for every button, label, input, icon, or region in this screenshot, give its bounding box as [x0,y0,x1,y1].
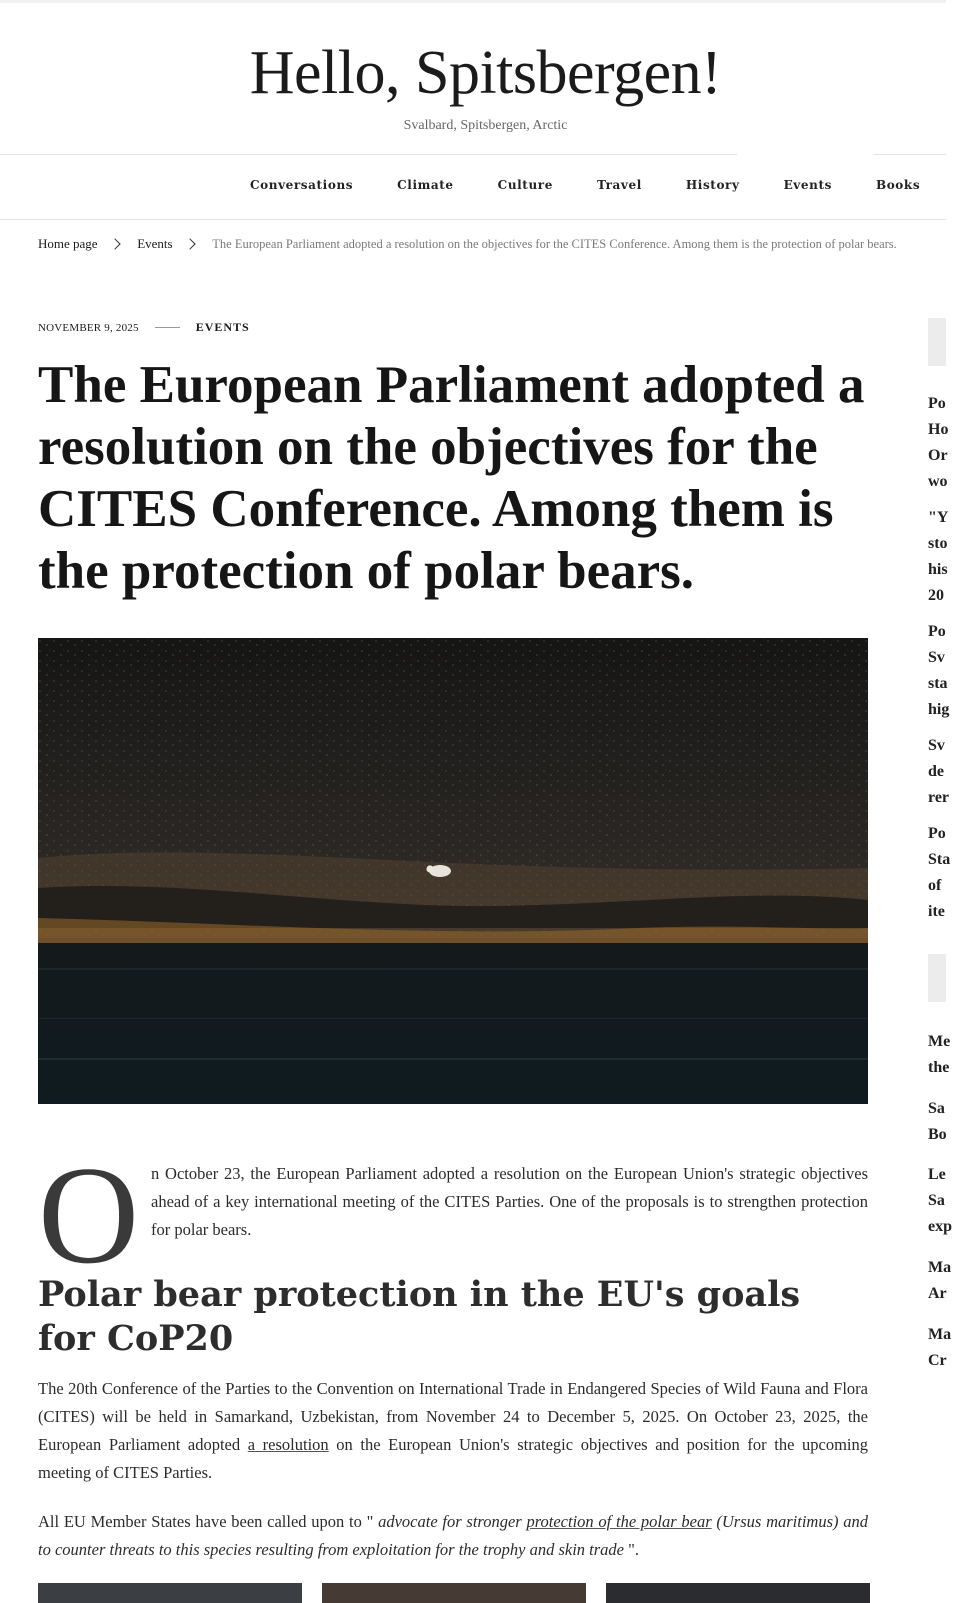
nav-active-gap [737,153,874,156]
hero-image [38,638,868,1104]
chevron-right-icon [185,238,196,249]
article-meta [38,320,250,335]
article-intro [38,1138,868,1293]
chevron-right-icon [110,238,121,249]
nav-item-climate[interactable]: Climate [397,178,454,192]
nav-item-books[interactable]: Books [875,178,921,192]
drop-cap: O [38,1138,140,1293]
site-title[interactable]: Hello, Spitsbergen! [249,39,722,107]
top-strip [0,0,946,3]
nav-item-events[interactable]: Events [783,178,832,192]
nav-item-travel[interactable]: Travel [596,178,642,192]
polar-bear-shore-photo [38,638,868,1104]
p1-text-before: The 20th Conference of the Parties to the Convention on International Trade in Endangered Species of Wild Fauna and Flora (CITES) will be held in Samarkand, Uzbekistan, from November 24 to December 5, 2025. On October 23, 2025, the European Parliament adopted [38,1379,868,1454]
sidebar-widget-header [928,318,946,366]
sidebar-link[interactable]: Sv de rer [928,737,950,806]
related-image[interactable] [322,1583,586,1603]
breadcrumb-current: The European Parliament adopted a resolution on the objectives for the CITES Conference. Among them is the protection of polar bears. [212,236,897,251]
breadcrumb-home[interactable]: Home page [38,236,98,251]
sidebar-link[interactable]: Sa Bo [928,1100,947,1143]
p2-text-before: All EU Member States have been called upon to " [38,1512,379,1531]
article-category[interactable]: EVENTS [195,320,250,334]
main-nav [250,178,964,192]
paragraph-member-states [38,1508,868,1564]
p2-quote-start: advocate for stronger [378,1512,527,1531]
related-image[interactable] [38,1583,302,1603]
site-subtitle: Svalbard, Spitsbergen, Arctic [403,118,568,133]
resolution-link[interactable]: a resolution [247,1435,329,1454]
article-date: NOVEMBER 9, 2025 [38,321,139,334]
breadcrumb [38,236,946,252]
p1-text-after: on the European Union's strategic objectives and position for the upcoming meeting of CITES Parties. [38,1435,868,1482]
nav-item-culture[interactable]: Culture [497,178,553,192]
article-headline: The European Parliament adopted a resolution on the objectives for the CITES Conference. Among them is the protection of polar bears. [38,356,865,600]
related-images [38,1583,890,1603]
sidebar-link[interactable]: Ma Cr [928,1326,952,1369]
sidebar-link[interactable]: Ma Ar [928,1259,952,1302]
nav-item-history[interactable]: History [685,178,740,192]
sidebar-link[interactable]: Po Ho Or wo [928,395,949,490]
sidebar-link[interactable]: Me the [928,1033,951,1076]
related-image[interactable] [606,1583,870,1603]
nav-item-conversations[interactable]: Conversations [250,178,354,192]
section-heading: Polar bear protection in the EU's goals for CoP20 [38,1274,801,1359]
sidebar-link[interactable]: Le Sa exp [928,1166,952,1235]
sidebar-link[interactable]: Po Sta of ite [928,825,951,920]
meta-divider [155,327,180,328]
paragraph-conference [38,1375,868,1487]
p2-quote-end: (Ursus maritimus) and to counter threats to this species resulting from exploitation for the trophy and skin trade [38,1512,868,1559]
sidebar-link[interactable]: Po Sv sta hig [928,623,950,718]
intro-paragraph: n October 23, the European Parliament adopted a resolution on the European Union's strategic objectives ahead of a key international meeting of the CITES Parties. One of the proposals is to strengthen protection for polar bears. [151,1164,868,1239]
polar-bear-protection-link[interactable]: protection of the polar bear [526,1512,712,1531]
nav-divider-bottom [0,219,946,220]
breadcrumb-events[interactable]: Events [137,236,173,251]
sidebar-link[interactable]: "Y sto his 20 [928,509,949,604]
p2-text-after: ". [624,1540,639,1559]
sidebar-widget-header [928,954,946,1002]
